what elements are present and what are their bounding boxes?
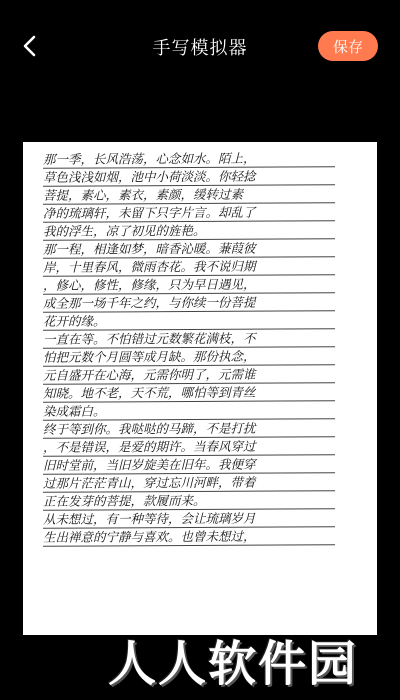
handwritten-line: 染成霜白。 bbox=[43, 401, 335, 421]
handwritten-line: 生出禅意的宁静与喜欢。也曾未想过， bbox=[43, 527, 335, 547]
save-button[interactable]: 保存 bbox=[318, 31, 378, 61]
handwritten-line: 岸，十里春风，微雨杏花。我不说归期 bbox=[43, 257, 335, 277]
handwritten-line: 正在发芽的菩提，款履而来。 bbox=[43, 491, 335, 511]
handwritten-line: 我的浮生，凉了初见的旌艳。 bbox=[43, 221, 335, 241]
handwritten-line: 过那片茫茫青山，穿过忘川河畔，带着 bbox=[43, 473, 335, 493]
handwritten-line: 知晓。地不老，天不荒，哪怕等到青丝 bbox=[43, 383, 335, 403]
handwritten-line: 怕把元数个月圆等成月缺。那份执念， bbox=[43, 347, 335, 367]
handwritten-line: ，修心，修性，修缘，只为早日遇见， bbox=[43, 275, 335, 295]
app-header bbox=[0, 0, 400, 92]
handwritten-line: 草色浅浅如烟，池中小荷淡淡。你轻捻 bbox=[43, 167, 335, 187]
handwritten-line: 从未想过，有一种等待，会让琉璃岁月 bbox=[43, 509, 335, 529]
handwritten-line: 终于等到你。我哒哒的马蹄，不是打扰 bbox=[43, 419, 335, 439]
handwritten-line: 菩提，素心，素衣，素颜，缓转过素 bbox=[43, 185, 335, 205]
handwritten-line: 成全那一场千年之约，与你续一份菩提 bbox=[43, 293, 335, 313]
handwritten-line: 净的琉璃轩，未留下只字片言。却乱了 bbox=[43, 203, 335, 223]
watermark-text: 人人软件园 bbox=[108, 636, 359, 692]
handwritten-line: 花开的缘。 bbox=[43, 311, 335, 331]
handwritten-line: 那一季，长风浩荡，心念如水。陌上， bbox=[43, 149, 335, 169]
handwritten-line: 那一程，相逢如梦，暗香沁暖。蒹葭彼 bbox=[43, 239, 335, 259]
handwritten-line: 元自盛开在心海，元需你明了，元需谁 bbox=[43, 365, 335, 385]
handwritten-line: 旧时堂前，当旧岁旋美在旧年。我便穿 bbox=[43, 455, 335, 475]
page-title: 手写模拟器 bbox=[152, 38, 248, 59]
handwritten-line: 一直在等。不怕错过元数繁花满枝，不 bbox=[43, 329, 335, 349]
handwriting-text bbox=[43, 150, 335, 546]
handwritten-line: ，不是错误，是爱的期许。当春风穿过 bbox=[43, 437, 335, 457]
